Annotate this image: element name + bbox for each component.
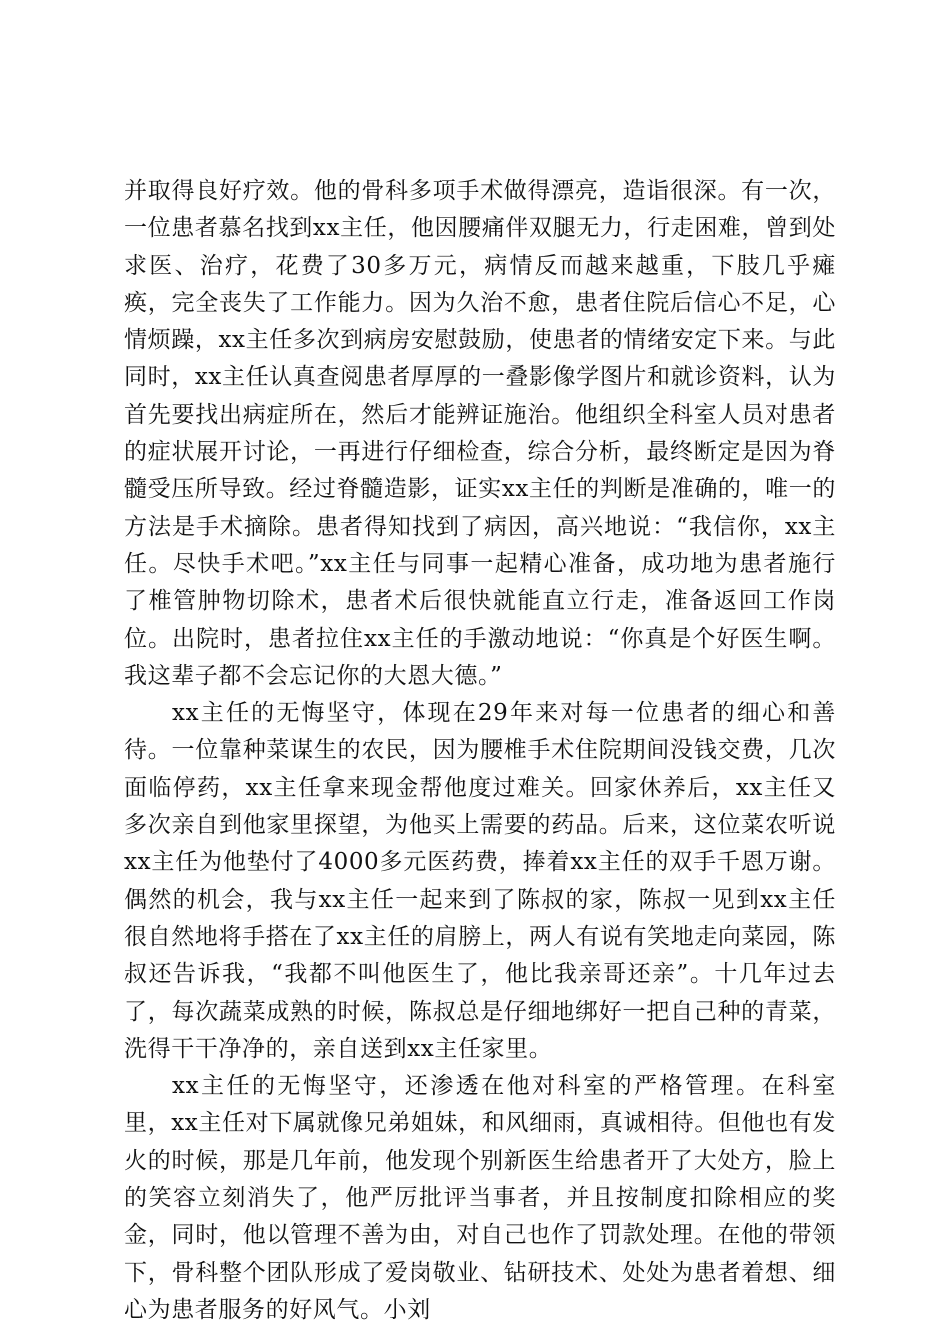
document-body	[124, 173, 836, 1329]
paragraph-1: 并取得良好疗效。他的骨科多项手术做得漂亮，造诣很深。有一次，一位患者慕名找到xx主任，他因腰痛伴双腿无力，行走困难，曾到处求医、治疗，花费了30多万元，病情反而越来越重，下肢几乎瘫痪，完全丧失了工作能力。因为久治不愈，患者住院后信心不足，心情烦躁，xx主任多次到病房安慰鼓励，使患者的情绪安定下来。与此同时，xx主任认真查阅患者厚厚的一叠影像学图片和就诊资料，认为首先要找出病症所在，然后才能辨证施治。他组织全科室人员对患者的症状展开讨论，一再进行仔细检查，综合分析，最终断定是因为脊髓受压所导致。经过脊髓造影，证实xx主任的判断是准确的，唯一的方法是手术摘除。患者得知找到了病因，高兴地说：“我信你，xx主任。尽快手术吧。”xx主任与同事一起精心准备，成功地为患者施行了椎管肿物切除术，患者术后很快就能直立行走，准备返回工作岗位。出院时，患者拉住xx主任的手激动地说：“你真是个好医生啊。我这辈子都不会忘记你的大恩大德。”	[124, 178, 836, 689]
paragraph-2: xx主任的无悔坚守，体现在29年来对每一位患者的细心和善待。一位靠种菜谋生的农民，因为腰椎手术住院期间没钱交费，几次面临停药，xx主任拿来现金帮他度过难关。回家休养后，xx主任又多次亲自到他家里探望，为他买上需要的药品。后来，这位菜农听说xx主任为他垫付了4000多元医药费，捧着xx主任的双手千恩万谢。偶然的机会，我与xx主任一起来到了陈叔的家，陈叔一见到xx主任很自然地将手搭在了xx主任的肩膀上，两人有说有笑地走向菜园，陈叔还告诉我，“我都不叫他医生了，他比我亲哥还亲”。十几年过去了，每次蔬菜成熟的时候，陈叔总是仔细地绑好一把自己种的青菜，洗得干干净净的，亲自送到xx主任家里。	[124, 700, 837, 1062]
paragraph-3: xx主任的无悔坚守，还渗透在他对科室的严格管理。在科室里，xx主任对下属就像兄弟姐妹，和风细雨，真诚相待。但他也有发火的时候，那是几年前，他发现个别新医生给患者开了大处方，脸上的笑容立刻消失了，他严厉批评当事者，并且按制度扣除相应的奖金，同时，他以管理不善为由，对自己也作了罚款处理。在他的带领下，骨科整个团队形成了爱岗敬业、钻研技术、处处为患者着想、细心为患者服务的好风气。小刘	[124, 1073, 836, 1323]
